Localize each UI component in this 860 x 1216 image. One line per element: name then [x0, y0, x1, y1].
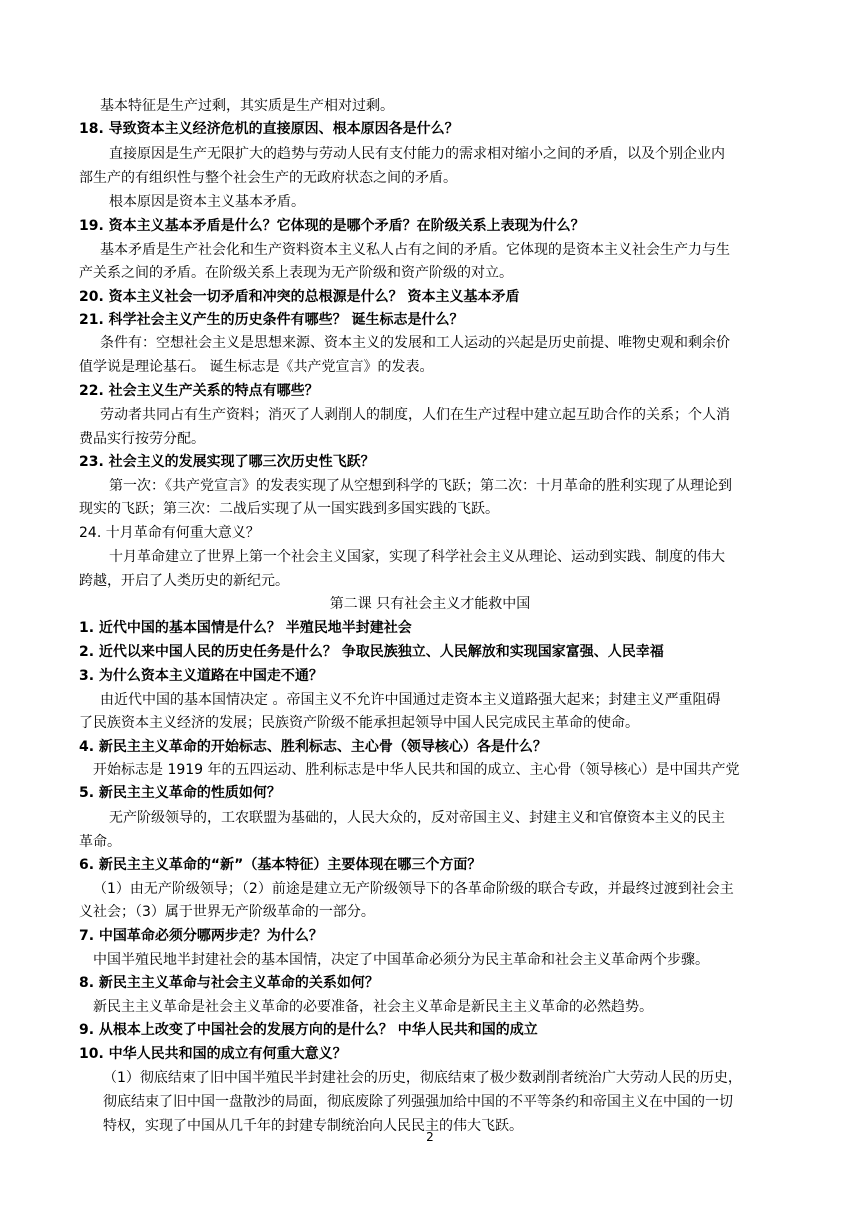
answer-line: 跨越，开启了人类历史的新纪元。 — [79, 573, 289, 589]
answer-line: 直接原因是生产无限扩大的趋势与劳动人民有支付能力的需求相对缩小之间的矛盾，以及个别企业内 — [109, 146, 725, 162]
answer-line: 新民主主义革命是社会主义革命的必要准备，社会主义革命是新民主主义革命的必然趋势。 — [93, 999, 653, 1015]
question-line: 9. 从根本上改变了中国社会的发展方向的是什么？ 中华人民共和国的成立 — [79, 1022, 538, 1038]
question-line: 10. 中华人民共和国的成立有何重大意义？ — [79, 1046, 347, 1062]
answer-line: 费品实行按劳分配。 — [79, 431, 205, 447]
question-line: 23. 社会主义的发展实现了哪三次历史性飞跃？ — [79, 454, 375, 470]
page-number: 2 — [426, 1130, 434, 1144]
answer-line: 现实的飞跃；第三次：二战后实现了从一国实践到多国实践的飞跃。 — [79, 501, 499, 517]
answer-line: （1）彻底结束了旧中国半殖民半封建社会的历史，彻底结束了极少数剥削者统治广大劳动人民的历史， — [103, 1070, 742, 1086]
answer-line: 十月革命建立了世界上第一个社会主义国家，实现了科学社会主义从理论、运动到实践、制度的伟大 — [109, 549, 725, 565]
question-line: 4. 新民主主义革命的开始标志、胜利标志、主心骨（领导核心）各是什么？ — [79, 739, 547, 755]
answer-line: 值学说是理论基石。 诞生标志是《共产党宣言》的发表。 — [79, 359, 434, 375]
question-line: 8. 新民主主义革命与社会主义革命的关系如何？ — [79, 975, 379, 991]
answer-line: 产关系之间的矛盾。在阶级关系上表现为无产阶级和资产阶级的对立。 — [79, 265, 513, 281]
answer-line: 革命。 — [79, 834, 121, 850]
answer-line: 第一次：《共产党宣言》的发表实现了从空想到科学的飞跃；第二次：十月革命的胜利实现了从理论到 — [109, 478, 732, 494]
answer-line: 基本矛盾是生产社会化和生产资料资本主义私人占有之间的矛盾。它体现的是资本主义社会生产力与生 — [100, 242, 730, 258]
answer-line: 特权，实现了中国从几千年的封建专制统治向人民民主的伟大飞跃。 — [103, 1118, 523, 1134]
answer-line: 彻底结束了旧中国一盘散沙的局面，彻底废除了列强强加给中国的不平等条约和帝国主义在中国的一切 — [103, 1094, 733, 1110]
question-line: 2. 近代以来中国人民的历史任务是什么？ 争取民族独立、人民解放和实现国家富强、人民幸福 — [79, 644, 664, 660]
answer-line: （1）由无产阶级领导；（2）前途是建立无产阶级领导下的各革命阶级的联合专政，并最终过渡到社会主 — [93, 881, 734, 897]
question-line: 7. 中国革命必须分哪两步走？为什么？ — [79, 928, 323, 944]
answer-line: 中国半殖民地半封建社会的基本国情，决定了中国革命必须分为民主革命和社会主义革命两个步骤。 — [93, 952, 709, 968]
answer-line: 24. 十月革命有何重大意义？ — [79, 525, 260, 541]
answer-line: 了民族资本主义经济的发展；民族资产阶级不能承担起领导中国人民完成民主革命的使命。 — [79, 715, 639, 731]
answer-line: 基本特征是生产过剩，其实质是生产相对过剩。 — [100, 98, 394, 114]
answer-line: 根本原因是资本主义基本矛盾。 — [109, 194, 305, 210]
answer-line: 条件有：空想社会主义是思想来源、资本主义的发展和工人运动的兴起是历史前提、唯物史观和剩余价 — [100, 335, 730, 351]
question-line: 19. 资本主义基本矛盾是什么？它体现的是哪个矛盾？在阶级关系上表现为什么？ — [79, 218, 585, 234]
answer-line: 无产阶级领导的，工农联盟为基础的，人民大众的，反对帝国主义、封建主义和官僚资本主义的民主 — [109, 810, 725, 826]
answer-line: 劳动者共同占有生产资料；消灭了人剥削人的制度，人们在生产过程中建立起互助合作的关系；个人消 — [100, 407, 730, 423]
question-line: 5. 新民主主义革命的性质如何？ — [79, 785, 281, 801]
question-line: 22. 社会主义生产关系的特点有哪些？ — [79, 383, 319, 399]
question-line: 6. 新民主主义革命的“新”（基本特征）主要体现在哪三个方面？ — [79, 857, 482, 873]
question-line: 21. 科学社会主义产生的历史条件有哪些？ 诞生标志是什么？ — [79, 312, 464, 328]
section-title: 第二课 只有社会主义才能救中国 — [329, 596, 531, 612]
answer-line: 部生产的有组织性与整个社会生产的无政府状态之间的矛盾。 — [79, 170, 457, 186]
question-line: 18. 导致资本主义经济危机的直接原因、根本原因各是什么？ — [79, 121, 459, 137]
question-line: 20. 资本主义社会一切矛盾和冲突的总根源是什么？ 资本主义基本矛盾 — [79, 289, 520, 305]
question-line: 3. 为什么资本主义道路在中国走不通？ — [79, 668, 323, 684]
answer-line: 由近代中国的基本国情决定 。帝国主义不允许中国通过走资本主义道路强大起来；封建主义严重阻碍 — [100, 692, 721, 708]
answer-line: 开始标志是 1919 年的五四运动、胜利标志是中华人民共和国的成立、主心骨（领导核心）是中国共产党 — [93, 762, 740, 778]
question-line: 1. 近代中国的基本国情是什么？ 半殖民地半封建社会 — [79, 620, 412, 636]
answer-line: 义社会；（3）属于世界无产阶级革命的一部分。 — [79, 904, 375, 920]
